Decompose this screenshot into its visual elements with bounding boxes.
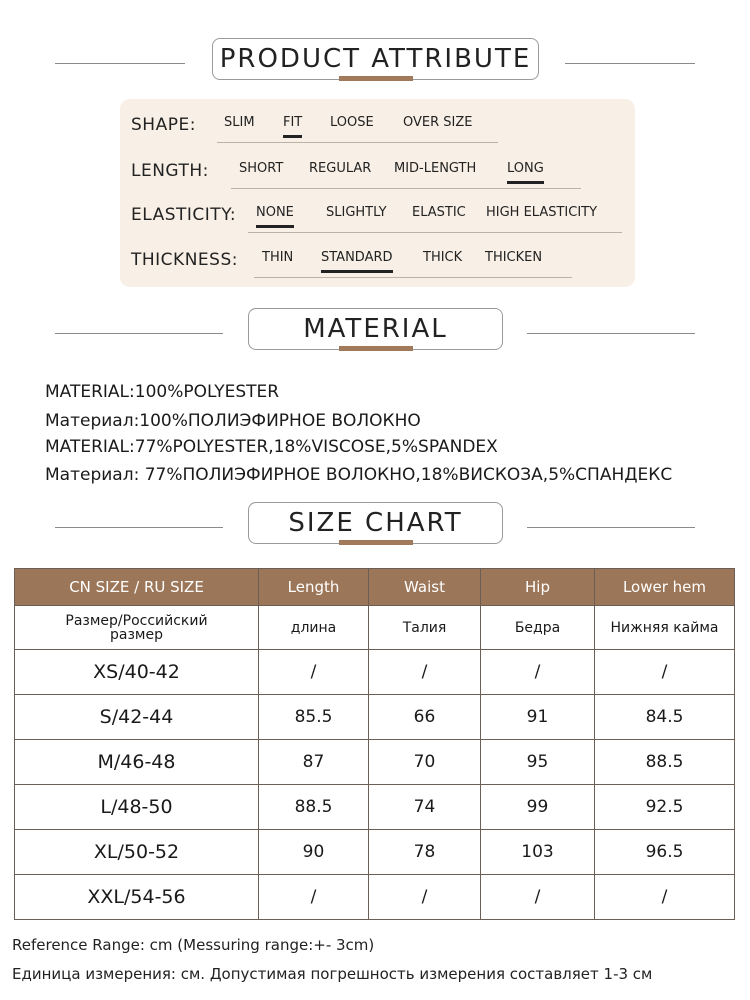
value-cell: 96.5 [595, 830, 735, 875]
value-cell: / [595, 650, 735, 695]
product-attribute-header [0, 38, 750, 88]
value-cell: / [369, 650, 481, 695]
material-line [45, 382, 279, 402]
attribute-option: OVER SIZE [403, 115, 473, 130]
value-cell: 90 [259, 830, 369, 875]
attribute-option: THIN [262, 250, 294, 265]
value-cell: / [369, 875, 481, 920]
attribute-option: MID-LENGTH [394, 161, 477, 176]
size-cell: L/48-50 [15, 785, 259, 830]
table-row [15, 785, 735, 830]
header-rule-right [527, 333, 695, 334]
material-prefix: Материал: [45, 465, 145, 485]
column-subheader: Размер/Российский размер [15, 606, 259, 650]
size-chart-header [0, 502, 750, 552]
value-cell: 78 [369, 830, 481, 875]
reference-note: Reference Range: cm (Messuring range:+- 3cm) [12, 936, 375, 954]
section-title [212, 38, 539, 80]
section-title-text: MATERIAL [303, 314, 448, 344]
attribute-option: HIGH ELASTICITY [486, 205, 598, 220]
attribute-label: LENGTH: [131, 161, 209, 181]
attribute-label: SHAPE: [131, 115, 196, 135]
attribute-option: THICKEN [485, 250, 543, 265]
table-header-row [15, 569, 735, 606]
value-cell: 85.5 [259, 695, 369, 740]
material-line [45, 437, 498, 457]
material-value: 100%ПОЛИЭФИРНОЕ ВОЛОКНО [139, 411, 421, 431]
attribute-row-shape [120, 109, 635, 139]
value-cell: 95 [481, 740, 595, 785]
size-cell: M/46-48 [15, 740, 259, 785]
attribute-underline [231, 188, 581, 189]
attribute-option: REGULAR [309, 161, 372, 176]
material-value: 100%POLYESTER [134, 382, 280, 402]
column-subheader: Бедра [481, 606, 595, 650]
value-cell: 88.5 [595, 740, 735, 785]
value-cell: 103 [481, 830, 595, 875]
attribute-option: SLIGHTLY [326, 205, 387, 220]
attribute-option-selected: STANDARD [321, 250, 393, 265]
column-subheader: длина [259, 606, 369, 650]
column-header: Length [259, 569, 369, 606]
material-prefix: MATERIAL: [45, 437, 135, 457]
attribute-option: SLIM [224, 115, 255, 130]
value-cell: / [259, 650, 369, 695]
title-accent-bar [339, 76, 413, 81]
material-line [45, 411, 421, 431]
material-value: 77%ПОЛИЭФИРНОЕ ВОЛОКНО,18%ВИСКОЗА,5%СПАНДЕКС [144, 465, 673, 485]
value-cell: 92.5 [595, 785, 735, 830]
header-rule-right [527, 527, 695, 528]
value-cell: 84.5 [595, 695, 735, 740]
attribute-label: ELASTICITY: [131, 205, 237, 225]
attribute-option-selected: FIT [283, 115, 303, 130]
table-row [15, 740, 735, 785]
section-title [248, 502, 503, 544]
column-subheader: Талия [369, 606, 481, 650]
section-title [248, 308, 503, 350]
attribute-option: ELASTIC [412, 205, 466, 220]
material-line [45, 465, 672, 485]
title-accent-bar [339, 540, 413, 545]
attribute-row-elasticity [120, 199, 635, 229]
title-accent-bar [339, 346, 413, 351]
header-rule-left [55, 527, 223, 528]
value-cell: 99 [481, 785, 595, 830]
size-cell: XXL/54-56 [15, 875, 259, 920]
attribute-underline [217, 142, 498, 143]
value-cell: / [259, 875, 369, 920]
value-cell: / [595, 875, 735, 920]
header-rule-left [55, 63, 185, 64]
table-row [15, 695, 735, 740]
attribute-option: LOOSE [330, 115, 374, 130]
attribute-option: SHORT [239, 161, 284, 176]
size-cell: XS/40-42 [15, 650, 259, 695]
value-cell: 91 [481, 695, 595, 740]
section-title-text: SIZE CHART [288, 508, 463, 538]
section-title-text: PRODUCT ATTRIBUTE [219, 44, 532, 74]
column-header: Waist [369, 569, 481, 606]
value-cell: 74 [369, 785, 481, 830]
header-rule-right [565, 63, 695, 64]
table-row [15, 830, 735, 875]
value-cell: 70 [369, 740, 481, 785]
header-rule-left [55, 333, 223, 334]
column-header: Lower hem [595, 569, 735, 606]
material-header [0, 308, 750, 358]
attribute-option-selected: NONE [256, 205, 294, 220]
size-cell: S/42-44 [15, 695, 259, 740]
attribute-row-thickness [120, 244, 635, 274]
table-subheader-row [15, 606, 735, 650]
attribute-option-selected: LONG [507, 161, 544, 176]
attribute-label: THICKNESS: [131, 250, 238, 270]
russian-note: Единица измерения: см. Допустимая погрешность измерения составляет 1-3 см [12, 965, 653, 983]
value-cell: / [481, 650, 595, 695]
size-chart-table [14, 568, 735, 920]
material-value: 77%POLYESTER,18%VISCOSE,5%SPANDEX [134, 437, 498, 457]
value-cell: 66 [369, 695, 481, 740]
table-row [15, 650, 735, 695]
attribute-option: THICK [423, 250, 463, 265]
attribute-underline [248, 232, 622, 233]
attribute-row-length [120, 155, 635, 185]
column-header: Hip [481, 569, 595, 606]
value-cell: / [481, 875, 595, 920]
column-subheader: Нижняя кайма [595, 606, 735, 650]
column-header: CN SIZE / RU SIZE [15, 569, 259, 606]
material-prefix: MATERIAL: [45, 382, 135, 402]
attribute-underline [254, 277, 572, 278]
table-row [15, 875, 735, 920]
material-prefix: Материал: [45, 411, 140, 431]
value-cell: 88.5 [259, 785, 369, 830]
size-cell: XL/50-52 [15, 830, 259, 875]
value-cell: 87 [259, 740, 369, 785]
attribute-panel [120, 99, 635, 287]
